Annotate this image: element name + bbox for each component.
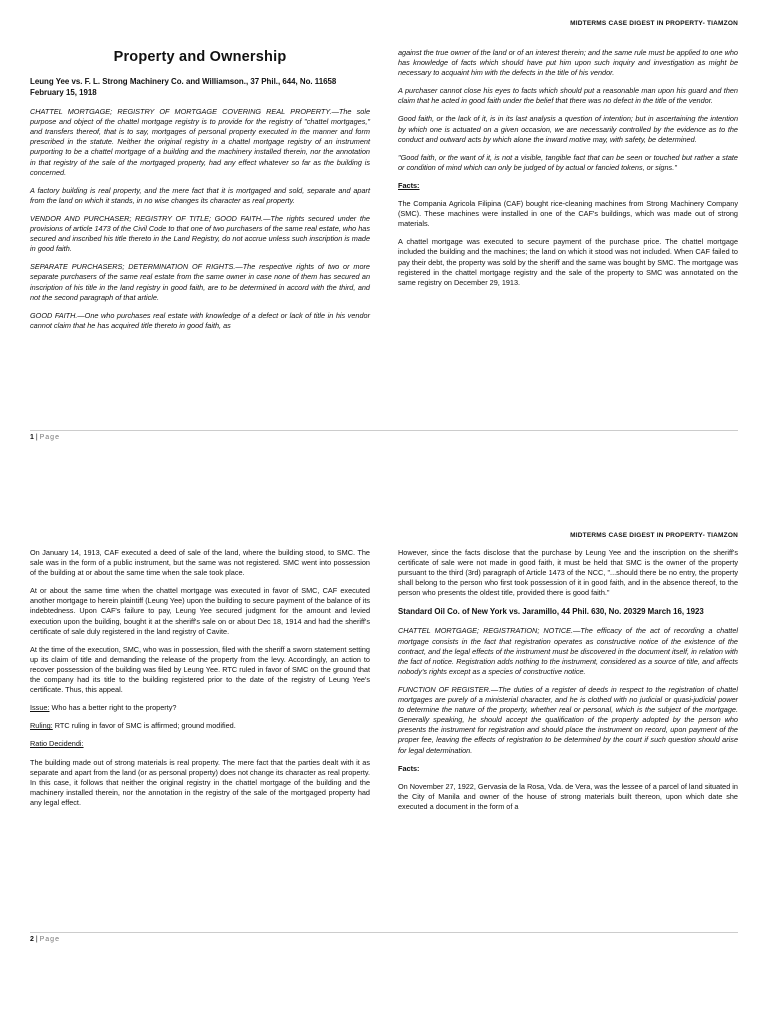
syllabus-paragraph: VENDOR AND PURCHASER; REGISTRY OF TITLE; GOOD FAITH.—The rights secured under the provisions of article 1473 of the Civil Code to that one of two purchasers of the same real estate, who has secured and inscribed his title thereto in the Land Registry, do not accrue unless such inscription is made in good faith. [30, 213, 370, 254]
facts-heading: Facts: [398, 180, 420, 190]
syllabus-paragraph: A purchaser cannot close his eyes to facts which should put a reasonable man upon his guard and then claim that he acted in good faith under the belief that there was no defect in the title of the vendor. [398, 86, 738, 106]
syllabus-paragraph: against the true owner of the land or of an interest therein; and the same rule must be applied to one who has knowledge of facts which should have put him upon such inquiry and investigation as might be necessary to acquaint him with the defects in the title of his vendor. [398, 48, 738, 78]
syllabus-paragraph: SEPARATE PURCHASERS; DETERMINATION OF RIGHTS.—The respective rights of two or more separate purchasers of the same real estate from the same owner in case none of them has secured an inscription of his title in the land registry in good faith, are to be determined in accord with the third, and not the second paragraph of that article. [30, 262, 370, 302]
syllabus-paragraph: CHATTEL MORTGAGE; REGISTRATION; NOTICE.—The efficacy of the act of recording a chattel mortgage consists in the fact that registration operates as constructive notice of the existence of the contract, and the legal effects of the instrument must be discovered in the document itself, in relation with the fact of notice. Registration adds nothing to the instrument, considered as a source of title, and affects nobody's rights except as a species of constructive notice. [398, 626, 738, 676]
body-paragraph: However, since the facts disclose that the purchase by Leung Yee and the inscription on the sheriff's certificate of sale were not made in good faith, it must be held that SMC is the owner of the property pursuant to the third (3rd) paragraph of Article 1473 of the NCC, "...should there be no entry, the property shall belong to the person who first took possession of it in good faith, and in the absence thereof, to the person who presents the oldest title, provided there is good faith." [398, 548, 738, 598]
page-footer [30, 932, 738, 943]
page-footer [30, 430, 738, 441]
ratio-paragraph: The building made out of strong materials is real property. The mere fact that the parties dealt with it as separate and apart from the land (or as personal property) does not change its character as real property. In this case, it follows that neither the original registry in the chattel mortgage of the building and the machinery installed therein, nor the annotation in the registry of the sale of the mortgaged property had any legal effect. [30, 757, 370, 807]
body-paragraph: At the time of the execution, SMC, who was in possession, filed with the sheriff a sworn statement setting up its claim of title and demanding the release of the property from the levy. Accordingly, an action to recover possession of the building was filed by Leung Yee. RTC ruled in favor of SMC on the ground that the company had its title to the building registered prior to the date of the registry of Leung Yee's certificate. Thus, this appeal. [30, 644, 370, 695]
body-paragraph: On January 14, 1913, CAF executed a deed of sale of the land, where the building stood, to SMC. The sale was in the form of a public instrument, but the same was not registered. SMC went into possession of the building at or about the same time when the sale took place. [30, 548, 370, 578]
page-title: Property and Ownership [113, 49, 287, 65]
footer-page-label: Page [39, 434, 60, 441]
facts-heading: Facts: [398, 763, 420, 773]
syllabus-paragraph: FUNCTION OF REGISTER.—The duties of a register of deeds in respect to the registration of chattel mortgages are purely of a ministerial character, and he is clothed with no judicial or quasi-judicial power to determine the nature of the property, whether real or personal, which is the subject of the mortgage. Generally speaking, he should accept the qualification of the property adopted by the person who presents the instrument for registration and should place the instrument on record, upon payment of the proper fee, leaving the effects of registration to be determined by the court if such question should arise for legal determination. [398, 684, 738, 755]
page2-right-column [398, 548, 738, 820]
facts-paragraph: On November 27, 1922, Gervasia de la Rosa, Vda. de Vera, was the lessee of a parcel of land situated in the City of Manila and owner of the house of strong materials built thereon, upon which date she executed a document in the form of a [398, 781, 738, 811]
footer-page-label: Page [39, 936, 60, 943]
page1-left-column [30, 48, 370, 339]
syllabus-paragraph: GOOD FAITH.—One who purchases real estate with knowledge of a defect or lack of title in his vendor cannot claim that he has acquired title thereto in good faith, as [30, 310, 370, 330]
page-number: 1 [30, 434, 34, 441]
document-page-2 [0, 512, 768, 1024]
ruling-label: Ruling: [30, 721, 53, 731]
footer-separator: | [33, 936, 40, 943]
case-citation: Leung Yee vs. F. L. Strong Machinery Co. and Williamson., 37 Phil., 644, No. 11658 February 15, 1918 [30, 77, 337, 98]
issue-label: Issue: [30, 703, 50, 713]
syllabus-paragraph: CHATTEL MORTGAGE; REGISTRY OF MORTGAGE COVERING REAL PROPERTY.—The sole purpose and object of the chattel mortgage registry is to provide for the registry of "chattel mortgages," and transfers thereof, that is to say, mortgages of personal property executed in the manner and form prescribed in the statute. Neither the original registry in a chattel mortgage registry of an instrument purporting to be a chattel mortgage of a building and the machinery installed therein, nor the annotation in that registry of the sale of the mortgaged property, had any effect whatever so far as the building is concerned. [30, 107, 370, 177]
case-citation: Standard Oil Co. of New York vs. Jaramillo, 44 Phil. 630, No. 20329 March 16, 1923 [398, 607, 704, 617]
running-header: MIDTERMS CASE DIGEST IN PROPERTY- TIAMZON [570, 20, 738, 27]
syllabus-paragraph: Good faith, or the lack of it, is in its last analysis a question of intention; but in ascertaining the intention by which one is actuated on a given occasion, we are necessarily controlled by the evidence as to the conduct and outward acts by which alone the inward motive may, with safety, be determined. [398, 114, 738, 144]
issue-text: Who has a better right to the property? [49, 703, 177, 713]
syllabus-paragraph: "Good faith, or the want of it, is not a visible, tangible fact that can be seen or touched but rather a state or condition of mind which can only be judged of by actual or fancied tokens, or signs." [398, 152, 738, 172]
page1-right-column [398, 48, 738, 296]
facts-paragraph: The Compania Agricola Filipina (CAF) bought rice-cleaning machines from Strong Machinery Company (SMC). These machines were installed in one of the CAF's buildings, which was made out of strong materials. [398, 199, 738, 229]
body-paragraph: At or about the same time when the chattel mortgage was executed in favor of SMC, CAF executed another mortgage to herein plaintiff (Leung Yee) upon the building to secure payment of the balance of its indebtedness. Upon CAF's failure to pay, Leung Yee secured judgment for the amount and levied execution upon the building, bought it at the sheriff's sale on or about Dec 18, 1914 and had the sheriff's certificate of sale duly registered in the land registry of Cavite. [30, 586, 370, 636]
footer-separator: | [33, 434, 40, 441]
issue-line [30, 703, 370, 713]
page2-left-column [30, 548, 370, 816]
ruling-text: RTC ruling in favor of SMC is affirmed; ground modified. [52, 721, 236, 731]
page-number: 2 [30, 936, 34, 943]
syllabus-paragraph: A factory building is real property, and the mere fact that it is mortgaged and sold, separate and apart from the land on which it stands, in no wise changes its character as real property. [30, 185, 370, 205]
ratio-label: Ratio Decidendi: [30, 739, 84, 749]
ruling-line [30, 721, 370, 731]
facts-paragraph: A chattel mortgage was executed to secure payment of the purchase price. The chattel mortgage included the building and the machines; the land on which it stood was not included. When CAF failed to pay their debt, the property was sold by the sheriff and the same was bought by SMC. The mortgage was registered in the chattel mortgage registry and the sale of the property to SMC was annotated on the same registry on December 29, 1913. [398, 237, 738, 287]
running-header: MIDTERMS CASE DIGEST IN PROPERTY- TIAMZON [570, 532, 738, 539]
